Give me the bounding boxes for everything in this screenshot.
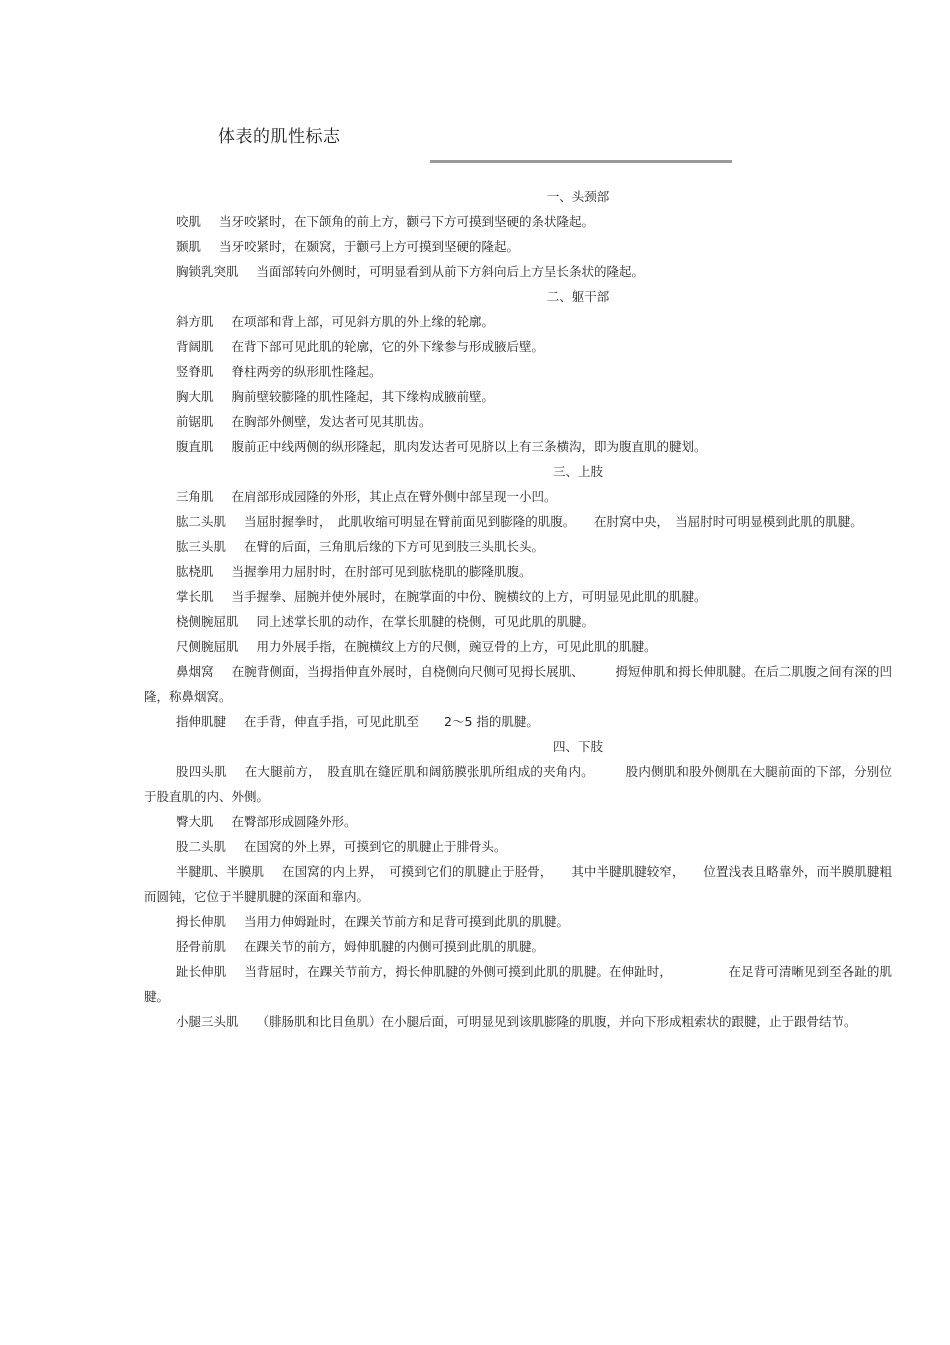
muscle-term: 肱二头肌 <box>176 514 227 529</box>
muscle-description: 在胸部外侧壁，发达者可见其肌齿。 <box>231 414 432 429</box>
muscle-description: 在臀部形成圆隆外形。 <box>231 814 357 829</box>
muscle-entry <box>144 434 892 459</box>
muscle-description: 当牙咬紧时，在下颌角的前上方，颧弓下方可摸到坚硬的条状隆起。 <box>219 214 595 229</box>
muscle-term: 小腿三头肌 <box>176 1014 239 1029</box>
muscle-description: 当手握拳、屈腕并使外展时，在腕掌面的中份、腕横纹的上方，可明显见此肌的肌腱。 <box>231 589 707 604</box>
muscle-description: 同上述掌长肌的动作，在掌长肌腱的桡侧，可见此肌的肌腱。 <box>256 614 595 629</box>
muscle-term: 竖脊肌 <box>176 364 214 379</box>
muscle-description: 当背屈时，在踝关节前方，拇长伸肌腱的外侧可摸到此肌的肌腱。在伸趾时， 在足背可清晰见到至各趾的肌腱。 <box>144 964 892 1004</box>
section-heading: 三、上肢 <box>552 464 603 479</box>
muscle-entry <box>144 584 892 609</box>
muscle-entry <box>144 559 892 584</box>
muscle-description: 当牙咬紧时，在颞窝，于颧弓上方可摸到坚硬的隆起。 <box>219 239 520 254</box>
muscle-entry <box>144 959 892 1009</box>
muscle-description: 腹前正中线两侧的纵形隆起，肌肉发达者可见脐以上有三条横沟，即为腹直肌的腱划。 <box>231 439 707 454</box>
muscle-entry <box>144 659 892 709</box>
muscle-entry <box>144 259 892 284</box>
muscle-entry <box>144 834 892 859</box>
muscle-entry <box>144 534 892 559</box>
muscle-description: 在国窝的外上界，可摸到它的肌腱止于腓骨头。 <box>244 839 507 854</box>
muscle-entry <box>144 1009 892 1034</box>
muscle-term: 趾长伸肌 <box>176 964 227 979</box>
muscle-description: 当屈肘握拳时， 此肌收缩可明显在臂前面见到膨隆的肌腹。 在肘窝中央， 当屈肘时可明显模到此肌的肌腱。 <box>244 514 863 529</box>
muscle-term: 臀大肌 <box>176 814 214 829</box>
muscle-term: 肱桡肌 <box>176 564 214 579</box>
muscle-description: 在踝关节的前方，姆伸肌腱的内侧可摸到此肌的肌腱。 <box>244 939 545 954</box>
muscle-term: 肱三头肌 <box>176 539 227 554</box>
muscle-entry <box>144 809 892 834</box>
muscle-entry <box>144 634 892 659</box>
muscle-entry <box>144 334 892 359</box>
muscle-term: 股二头肌 <box>176 839 227 854</box>
muscle-term: 鼻烟窝 <box>176 664 214 679</box>
muscle-entry <box>144 234 892 259</box>
muscle-description: 在背下部可见此肌的轮廓，它的外下缘参与形成腋后壁。 <box>231 339 545 354</box>
muscle-entry <box>144 509 892 534</box>
muscle-term: 胫骨前肌 <box>176 939 227 954</box>
muscle-term: 三角肌 <box>176 489 214 504</box>
document-body <box>144 184 892 1034</box>
muscle-description: 脊柱两旁的纵形肌性隆起。 <box>231 364 382 379</box>
muscle-term: 背阔肌 <box>176 339 214 354</box>
muscle-term: 拇长伸肌 <box>176 914 227 929</box>
muscle-description: 在国窝的内上界， 可摸到它们的肌腱止于胫骨， 其中半腱肌腱较窄， 位置浅表且略靠外，而半膜肌腱粗而圆钝，它位于半腱肌腱的深面和靠内。 <box>144 864 892 904</box>
muscle-description: 在腕背侧面，当拇指伸直外展时，自桡侧向尺侧可见拇长展肌、 拇短伸肌和拇长伸肌腱。在后二肌腹之间有深的凹隆，称鼻烟窝。 <box>144 664 892 704</box>
muscle-entry <box>144 609 892 634</box>
muscle-description: 胸前壁较膨隆的肌性隆起，其下缘构成腋前壁。 <box>231 389 495 404</box>
muscle-entry <box>144 309 892 334</box>
muscle-term: 半腱肌、半膜肌 <box>176 864 265 879</box>
page-title: 体表的肌性标志 <box>218 127 341 147</box>
muscle-description: 当用力伸姆趾时，在踝关节前方和足背可摸到此肌的肌腱。 <box>244 914 570 929</box>
muscle-term: 胸大肌 <box>176 389 214 404</box>
muscle-entry <box>144 359 892 384</box>
muscle-term: 前锯肌 <box>176 414 214 429</box>
muscle-term: 掌长肌 <box>176 589 214 604</box>
muscle-entry <box>144 409 892 434</box>
muscle-term: 腹直肌 <box>176 439 214 454</box>
muscle-entry <box>144 484 892 509</box>
muscle-description: 在项部和背上部，可见斜方肌的外上缘的轮廓。 <box>231 314 495 329</box>
muscle-entry <box>144 934 892 959</box>
muscle-entry <box>144 909 892 934</box>
muscle-term: 指伸肌腱 <box>176 714 227 729</box>
section-heading: 一、头颈部 <box>546 189 610 204</box>
muscle-entry <box>144 859 892 909</box>
muscle-description: 当面部转向外侧时，可明显看到从前下方斜向后上方呈长条状的隆起。 <box>256 264 645 279</box>
muscle-description: 在臂的后面，三角肌后缘的下方可见到肢三头肌长头。 <box>244 539 545 554</box>
muscle-entry <box>144 709 892 734</box>
muscle-term: 胸锁乳突肌 <box>176 264 239 279</box>
muscle-term: 股四头肌 <box>176 764 227 779</box>
muscle-description: 当握拳用力屈肘时，在肘部可见到肱桡肌的膨隆肌腹。 <box>231 564 532 579</box>
title-underline <box>430 160 732 163</box>
muscle-term: 斜方肌 <box>176 314 214 329</box>
muscle-description: 在手背，伸直手指，可见此肌至 2～5 指的肌腱。 <box>244 714 539 729</box>
muscle-entry <box>144 209 892 234</box>
muscle-description: （腓肠肌和比目鱼肌）在小腿后面，可明显见到该肌膨隆的肌腹，并向下形成粗索状的跟腱，止于跟骨结节。 <box>256 1014 857 1029</box>
muscle-description: 在大腿前方， 股直肌在缝匠肌和阔筋膜张肌所组成的夹角内。 股内侧肌和股外侧肌在大腿前面的下部，分别位于股直肌的内、外侧。 <box>144 764 892 804</box>
muscle-description: 在肩部形成园隆的外形，其止点在臂外侧中部呈现一小凹。 <box>231 489 557 504</box>
section-heading: 二、躯干部 <box>546 289 610 304</box>
muscle-entry <box>144 384 892 409</box>
muscle-term: 咬肌 <box>176 214 202 229</box>
muscle-term: 尺侧腕屈肌 <box>176 639 239 654</box>
muscle-term: 桡侧腕屈肌 <box>176 614 239 629</box>
muscle-entry <box>144 759 892 809</box>
muscle-term: 颞肌 <box>176 239 202 254</box>
section-heading: 四、下肢 <box>552 739 603 754</box>
muscle-description: 用力外展手指，在腕横纹上方的尺侧，豌豆骨的上方，可见此肌的肌腱。 <box>256 639 657 654</box>
